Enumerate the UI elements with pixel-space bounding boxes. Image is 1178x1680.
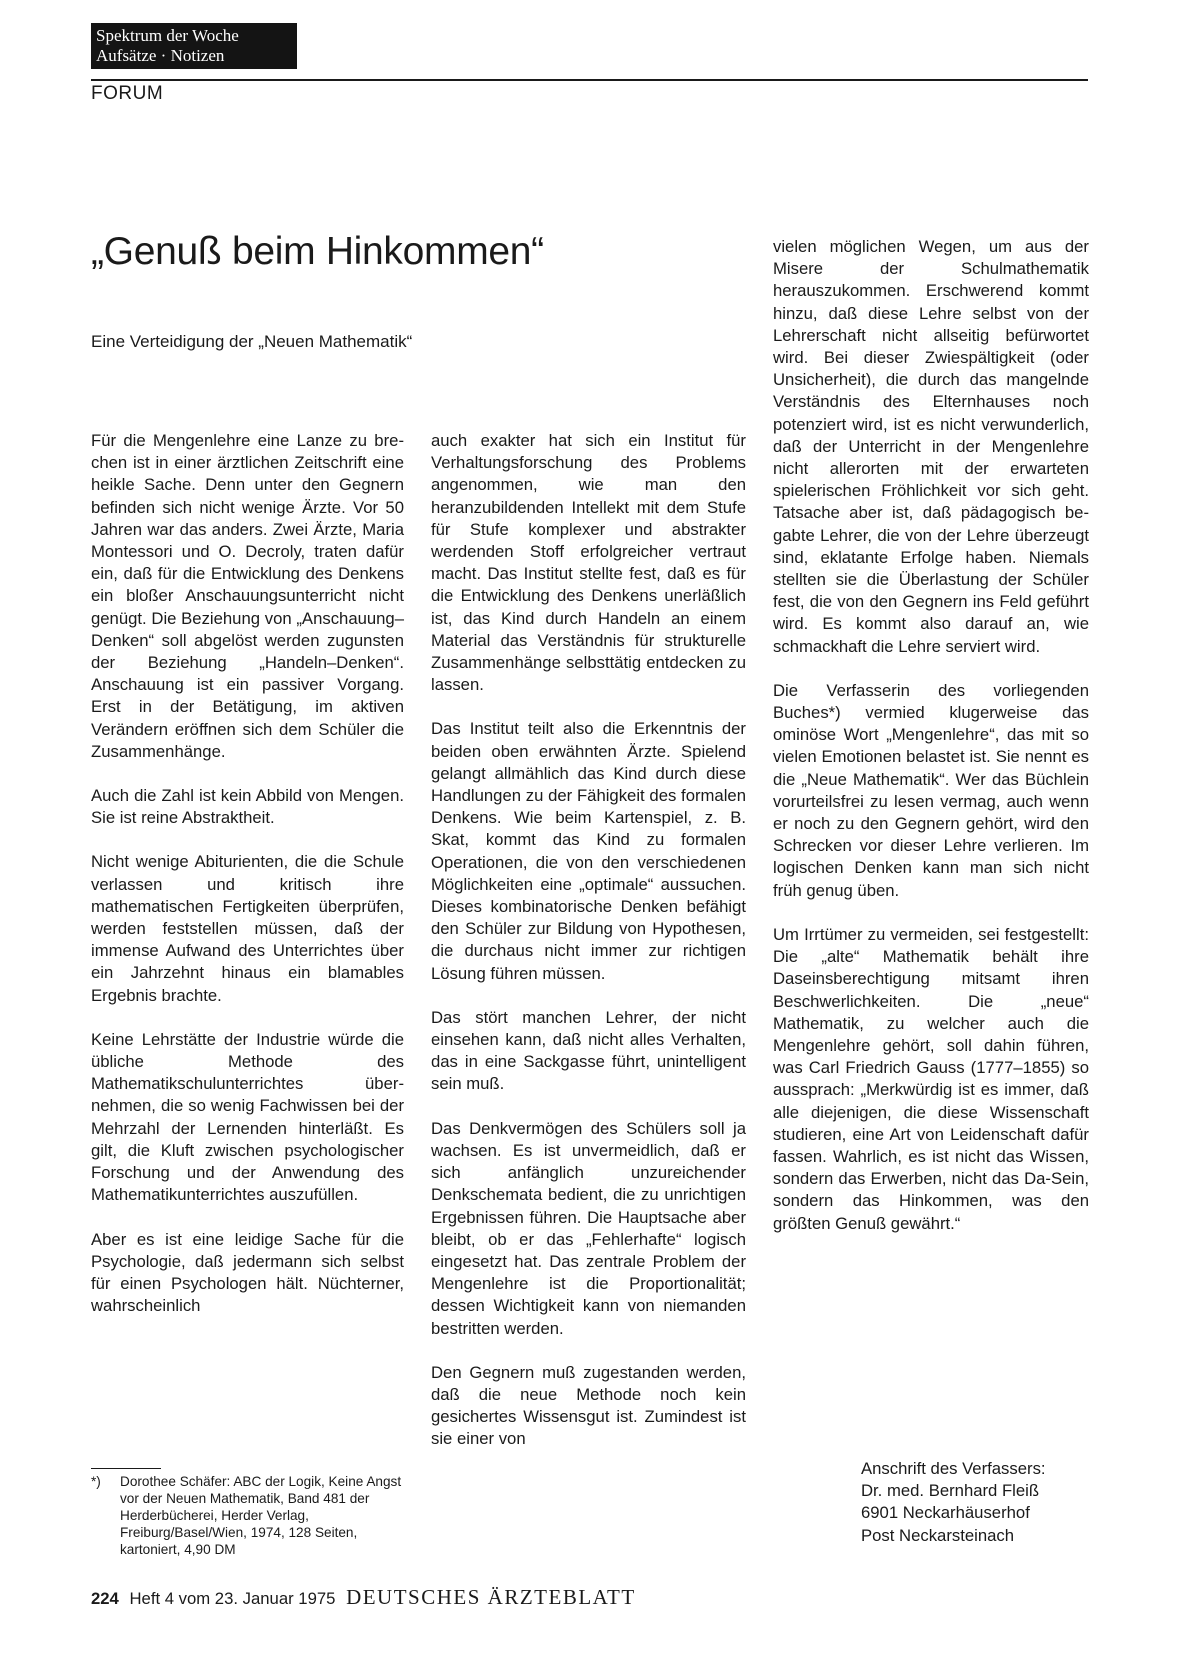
article-title: „Genuß beim Hinkommen“: [91, 230, 544, 273]
author-address: [861, 1458, 1046, 1547]
article-subtitle: Eine Verteidigung der „Neuen Mathematik“: [91, 332, 413, 351]
author-post: Post Neckarsteinach: [861, 1525, 1015, 1545]
paragraph: Das Denkvermögen des Schülers soll ja wachsen. Es ist unvermeidlich, daß er sich anfänglich unzureichender Denkschemata bedient, die zu unrichtigen Ergebnissen führen. Die Hauptsache aber bleibt, ob er das „Fehlerhafte“ logisch eingesetzt hat. Das zentrale Problem der Mengenlehre ist die Proportionalität; dessen Wichtigkeit kann von niemanden bestritten werden.: [431, 1118, 746, 1338]
issue-info: Heft 4 vom 23. Januar 1975: [129, 1589, 336, 1608]
paragraph: Das Institut teilt also die Erkenntnis der beiden oben erwähnten Ärzte. Spielend gelangt allmählich das Kind durch diese Handlungen zu der Fähigkeit des formalen Denkens. Wie beim Kartenspiel, z. B. Skat, kommt das Kind zu formalen Operationen, die von den verschiedenen Möglichkeiten eine „optimale“ aussuchen. Dieses kombinatorische Denken befähigt den Schüler zur Bildung von Hypothesen, die durchaus nicht immer zur richtigen Lösung führen müssen.: [431, 719, 746, 983]
section-label: [91, 23, 297, 69]
header-rule: [91, 79, 1088, 81]
paragraph: Das stört manchen Lehrer, der nicht einsehen kann, daß nicht alles Verhalten, das in eine Sackgasse führt, unintelligent sein muß.: [431, 1007, 746, 1094]
paragraph: auch exakter hat sich ein Institut für Verhaltungsforschung des Problems angenommen, wie man den heranzubildenden Intellekt mit dem Stufe für Stufe komplexer und abstrakter werdenden Stoff erfolgreicher vertraut macht. Das Institut stellte fest, daß es für die Entwicklung des Denkens unerläßlich ist, das Kind durch Handeln an einem Material das Verständnis für strukturelle Zusammenhänge selbsttätig entdecken zu lassen.: [431, 431, 746, 695]
address-label: Anschrift des Verfassers:: [861, 1459, 1046, 1478]
footnote: [91, 1473, 413, 1558]
paragraph: Aber es ist eine leidige Sache für die Psychologie, daß jedermann sich selbst für einen Psychologen hält. Nüchterner, wahrscheinlich: [91, 1229, 404, 1316]
paragraph: Nicht wenige Abiturienten, die die Schule verlassen und kritisch ihre mathematischen Fertigkeiten überprüfen, werden feststellen müssen, daß der immense Aufwand des Unterrichtes über ein Jahrzehnt hinaus ein blamables Ergebnis brachte.: [91, 852, 404, 1005]
section-label-line-2: Aufsätze · Notizen: [96, 46, 225, 65]
author-name: Dr. med. Bernhard Fleiß: [861, 1481, 1040, 1501]
footnote-mark: *): [91, 1474, 101, 1489]
section-label-line-1: Spektrum der Woche: [96, 26, 239, 45]
footnote-text: Dorothee Schäfer: ABC der Logik, Keine Angst vor der Neuen Mathematik, Band 481 der Herderbücherei, Herder Verlag, Freiburg/Basel/Wien, 1974, 128 Seiten, kartoniert, 4,90 DM: [120, 1474, 402, 1557]
paragraph: Den Gegnern muß zugestanden werden, daß die neue Methode noch kein gesichertes Wissensgut ist. Zumindest ist sie einer von: [431, 1362, 746, 1449]
paragraph: Für die Mengenlehre eine Lanze zu brechen ist in einer ärztlichen Zeitschrift eine heikle Sache. Denn unter den Gegnern befinden sich nicht wenige Ärzte. Vor 50 Jahren war das anders. Zwei Ärzte, Maria Montessori und O. Decroly, traten dafür ein, daß für die Entwicklung des Denkens ein bloßer Anschauungsunterricht nicht genügt. Die Beziehung von „Anschauung–Denken“ soll abgelöst werden zugunsten der Beziehung „Handeln–Denken“. Anschauung ist ein passiver Vorgang. Erst in der Betätigung, im aktiven Verändern eröffnen sich dem Schüler die Zusammenhänge.: [91, 431, 404, 761]
page-footer: [91, 1585, 636, 1610]
rubric-label: FORUM: [91, 83, 164, 104]
paragraph: Auch die Zahl ist kein Abbild von Mengen. Sie ist reine Abstraktheit.: [91, 786, 404, 828]
text-column-3: [773, 236, 1089, 1235]
author-city: 6901 Neckarhäuserhof: [861, 1503, 1030, 1523]
footnote-rule: [91, 1468, 161, 1469]
paragraph: Um Irrtümer zu vermeiden, sei festgestellt: Die „alte“ Mathematik behält ihre Daseinsberechtigung mitsamt ihren Beschwerlichkeiten. Die „neue“ Mathematik, zu welcher auch die Mengenlehre gehört, soll dahin führen, was Carl Friedrich Gauss (1777–1855) so aussprach: „Merkwürdig ist es immer, daß alle diejenigen, die diese Wissenschaft studieren, eine Art von Leidenschaft dafür fassen. Wahrlich, es ist nicht das Wissen, sondern das Erwerben, nicht das Da-Sein, sondern das Hinkommen, was den größten Genuß gewährt.“: [773, 924, 1089, 1233]
journal-name: DEUTSCHES ÄRZTEBLATT: [346, 1585, 636, 1609]
paragraph: Die Verfasserin des vorliegenden Buches*) vermied klugerweise das ominöse Wort „Mengenlehre“, das mit so vielen Emotionen belastet ist. Sie nennt es die „Neue Mathematik“. Wer das Büchlein vorurteilsfrei zu lesen vermag, auch wenn er noch zu den Gegnern gehört, wird den Schrecken vor dieser Lehre verlieren. Im logischen Denken kann man sich nicht früh genug üben.: [773, 680, 1089, 900]
text-column-2: [431, 430, 746, 1451]
page-number: 224: [91, 1589, 119, 1608]
text-column-1: [91, 430, 404, 1317]
paragraph: Keine Lehrstätte der Industrie würde die übliche Methode des Mathematikschulunterrichtes übernehmen, die so wenig Fachwissen bei der Mehrzahl der Lernenden hinterläßt. Es gilt, die Kluft zwischen psychologischer Forschung und der Anwendung des Mathematikunterrichtes auszufüllen.: [91, 1029, 404, 1205]
paragraph: vielen möglichen Wegen, um aus der Misere der Schulmathematik herauszukommen. Erschwerend kommt hinzu, daß diese Lehre selbst von der Lehrerschaft nicht allseitig befürwortet wird. Bei dieser Zwiespältigkeit (oder Unsicherheit), die durch das mangelnde Verständnis des Elternhauses noch potenziert wird, ist es nicht verwunderlich, daß der Unterricht in der Mengenlehre nicht allerorten mit der erwarteten spielerischen Fröhlichkeit vor sich geht. Tatsache aber ist, daß pädagogisch begabte Lehrer, die von der Lehre überzeugt sind, eklatante Erfolge haben. Niemals stellten sie die Überlastung der Schüler fest, die von den Gegnern ins Feld geführt wird. Es kommt also darauf an, wie schmackhaft die Lehre serviert wird.: [773, 237, 1089, 656]
